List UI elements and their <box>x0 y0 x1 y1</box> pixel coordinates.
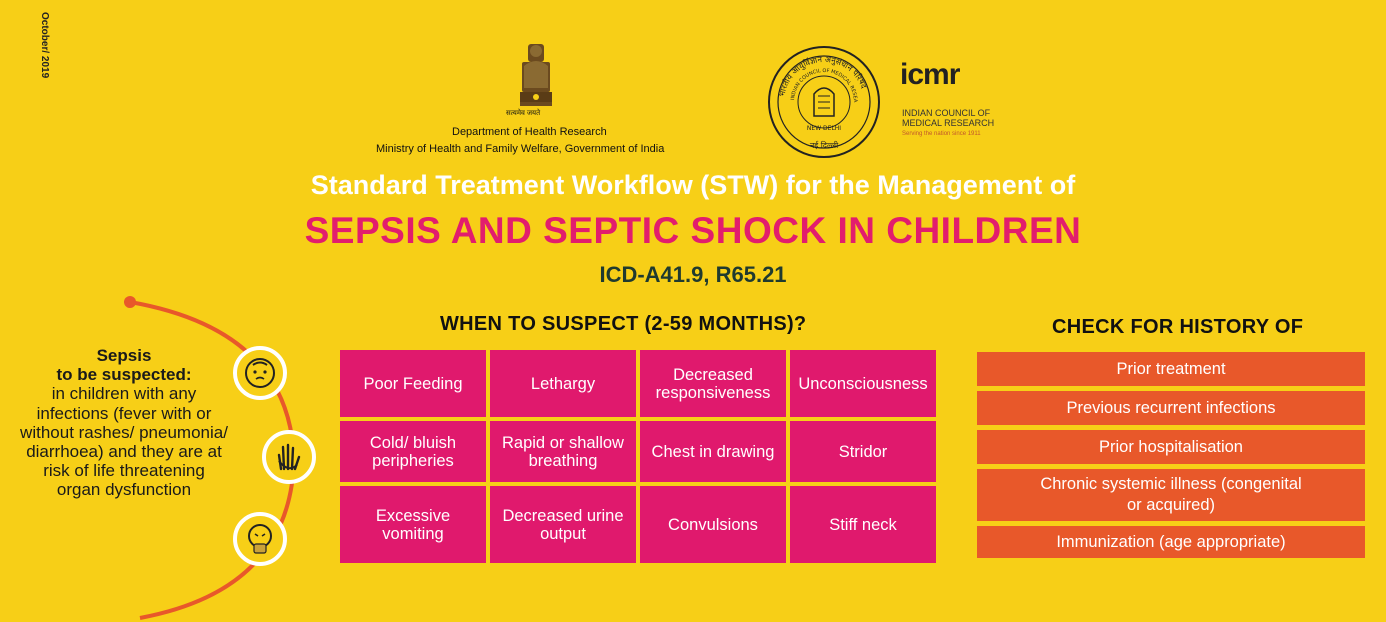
history-item: Prior hospitalisation <box>977 430 1365 464</box>
sepsis-heading: Sepsis <box>96 346 152 365</box>
sepsis-description <box>20 346 228 500</box>
dept-line-2: Ministry of Health and Family Welfare, Government of India <box>376 143 665 155</box>
national-emblem-icon <box>514 40 558 120</box>
suspect-cell: Excessive vomiting <box>340 486 486 563</box>
icmr-logo-line-1: INDIAN COUNCIL OF <box>902 108 991 118</box>
suspect-title: WHEN TO SUSPECT (2-59 MONTHS)? <box>440 313 807 335</box>
icmr-logo: icmr <box>900 58 960 91</box>
seal-city-hindi-text: नई दिल्ली <box>809 141 839 150</box>
suspect-cell: Unconsciousness <box>790 350 936 417</box>
icmr-tagline: Serving the nation since 1911 <box>902 131 981 137</box>
history-item: Immunization (age appropriate) <box>977 526 1365 558</box>
suspect-cell: Stiff neck <box>790 486 936 563</box>
dept-line-1: Department of Health Research <box>452 126 607 138</box>
history-item: Previous recurrent infections <box>977 391 1365 425</box>
baby-face-icon <box>233 346 287 400</box>
side-date: October/ 2019 <box>39 12 50 79</box>
suspect-cell: Cold/ bluish peripheries <box>340 421 486 482</box>
suspect-cell: Chest in drawing <box>640 421 786 482</box>
hand-icon <box>262 430 316 484</box>
suspect-cell: Decreased urine output <box>490 486 636 563</box>
seal-hindi-text: भारतीय आयुर्विज्ञान अनुसंधान परिषद <box>777 54 869 98</box>
suspect-cell: Decreased responsiveness <box>640 350 786 417</box>
seal-ring-text: INDIAN COUNCIL OF MEDICAL RESEA <box>790 67 859 103</box>
suspect-cell: Lethargy <box>490 350 636 417</box>
icmr-logo-line-2: MEDICAL RESEARCH <box>902 118 995 128</box>
emblem-motto: सत्यमेव जयते <box>506 110 541 117</box>
history-item: Prior treatment <box>977 352 1365 386</box>
seal-city-text: NEW DELHI <box>806 125 842 132</box>
title-line-1: Standard Treatment Workflow (STW) for the Management of <box>310 170 1076 200</box>
history-title: CHECK FOR HISTORY OF <box>1052 316 1304 338</box>
vomiting-baby-icon <box>233 512 287 566</box>
title-main: SEPSIS AND SEPTIC SHOCK IN CHILDREN <box>304 210 1082 251</box>
history-list <box>977 352 1365 558</box>
suspect-cell: Poor Feeding <box>340 350 486 417</box>
suspect-grid <box>340 350 940 563</box>
icmr-seal-icon <box>766 44 882 160</box>
history-item: Chronic systemic illness (congenital or acquired) <box>977 469 1365 521</box>
sepsis-body: in children with any infections (fever with or without rashes/ pneumonia/ diarrhoea) and they are at risk of life threatening organ dysfunction <box>20 384 228 500</box>
suspect-cell: Rapid or shallow breathing <box>490 421 636 482</box>
sepsis-subheading: to be suspected: <box>56 365 192 385</box>
suspect-cell: Stridor <box>790 421 936 482</box>
icd-code: ICD-A41.9, R65.21 <box>599 262 787 287</box>
suspect-cell: Convulsions <box>640 486 786 563</box>
